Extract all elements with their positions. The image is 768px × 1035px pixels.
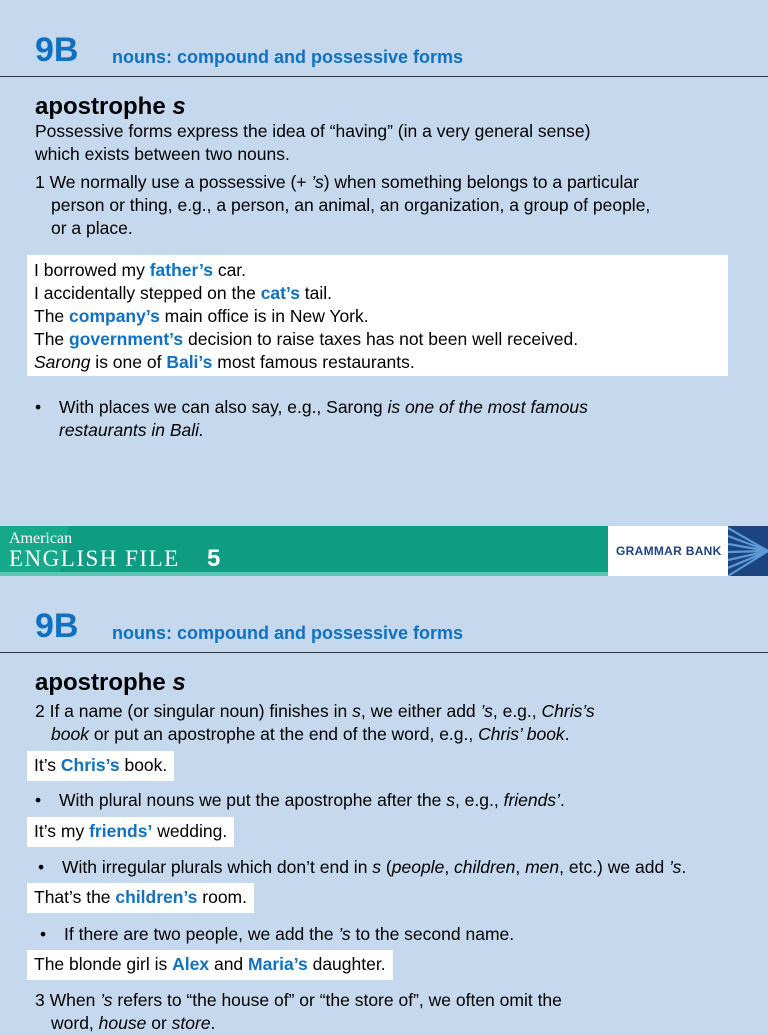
example-line: I accidentally stepped on the cat’s tail. xyxy=(34,283,333,303)
examples-box xyxy=(27,255,728,376)
example-line: The company’s main office is in New York. xyxy=(34,306,369,326)
unit-code: 9B xyxy=(35,31,79,69)
example-line: Sarong is one of Bali’s most famous restaurants. xyxy=(34,352,415,372)
example-box: It’s my friends’ wedding. xyxy=(27,817,234,847)
example-line: The government’s decision to raise taxes has not been well received. xyxy=(34,329,579,349)
example-line: I borrowed my father’s car. xyxy=(34,260,247,280)
rays-icon xyxy=(728,526,768,576)
bullet-places: With places we can also say, e.g., Sarong is one of the most famous restaurants in Bali. xyxy=(59,397,588,440)
bullet-dot: • xyxy=(35,397,42,417)
header-divider xyxy=(0,652,768,653)
brand-band xyxy=(0,526,768,576)
unit-code: 9B xyxy=(35,607,79,645)
bullet-dot: • xyxy=(35,790,42,810)
rule-1: 1 We normally use a possessive (+ ’s) when something belongs to a particular person or thing, e.g., a person, an animal, an organization, a group of people, or a place. xyxy=(35,172,651,238)
slide-2 xyxy=(0,576,768,1033)
grammar-bank-box xyxy=(608,526,728,576)
example-box: The blonde girl is Alex and Maria’s daughter. xyxy=(27,950,393,980)
grammar-bank-label: GRAMMAR BANK xyxy=(616,544,722,558)
unit-subtitle: nouns: compound and possessive forms xyxy=(112,47,464,67)
brand-level: 5 xyxy=(207,545,221,572)
bullet-dot: • xyxy=(40,924,47,944)
section-heading: apostrophe s xyxy=(35,669,186,696)
example-box: It’s Chris’s book. xyxy=(27,751,174,781)
intro-text: Possessive forms express the idea of “having” (in a very general sense) which exists between two nouns. xyxy=(35,121,591,164)
unit-subtitle: nouns: compound and possessive forms xyxy=(112,623,464,643)
brand-english-file: ENGLISH FILE xyxy=(9,546,180,571)
bullet-dot: • xyxy=(38,857,45,877)
brand-american: American xyxy=(9,530,73,547)
bullet-two-people: If there are two people, we add the ’s to the second name. xyxy=(64,924,515,944)
section-heading: apostrophe s xyxy=(35,93,186,120)
example-box: That’s the children’s room. xyxy=(27,883,254,913)
bullet-plural: With plural nouns we put the apostrophe after the s, e.g., friends’. xyxy=(59,790,565,810)
rule-2: 2 If a name (or singular noun) finishes in s, we either add ’s, e.g., Chris’s book or put an apostrophe at the end of the word, e.g., Chris’ book. xyxy=(35,701,595,744)
rule-3: 3 When ’s refers to “the house of” or “the store of”, we often omit the word, house or store. xyxy=(35,990,562,1033)
header-divider xyxy=(0,76,768,77)
bullet-irregular: With irregular plurals which don’t end in s (people, children, men, etc.) we add ’s. xyxy=(62,857,687,877)
